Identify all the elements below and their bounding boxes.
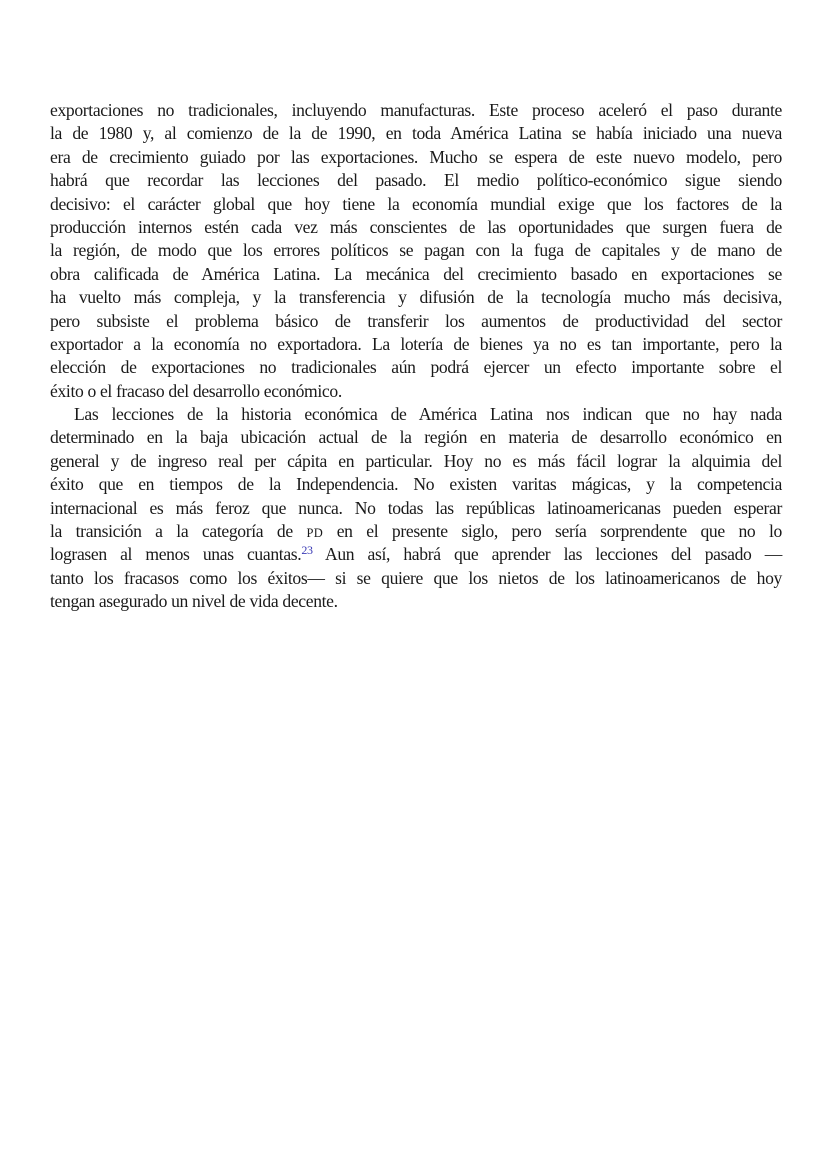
text-line: habrá que recordar las lecciones del pasado. El medio político-económico sigue siendo — [50, 170, 782, 191]
text-line: ha vuelto más compleja, y la transferencia y difusión de la tecnología mucho más decisiva, — [50, 287, 782, 308]
text-line — [50, 520, 782, 543]
text-line: era de crecimiento guiado por las exportaciones. Mucho se espera de este nuevo modelo, pero — [50, 146, 782, 167]
text-line: determinado en la baja ubicación actual de la región en materia de desarrollo económico en — [50, 427, 782, 448]
footnote-link[interactable]: 23 — [301, 543, 313, 558]
text-line: la de 1980 y, al comienzo de la de 1990, en toda América Latina se había iniciado una nueva — [50, 123, 782, 144]
text-line: tanto los fracasos como los éxitos— si se quiere que los nietos de los latinoamericanos de hoy — [50, 567, 782, 588]
text-segment: la transición a la categoría de — [50, 521, 293, 542]
text-line: éxito o el fracaso del desarrollo económico. — [50, 380, 342, 401]
text-line: internacional es más feroz que nunca. No todas las repúblicas latinoamericanas pueden esperar — [50, 497, 782, 518]
text-line: tengan asegurado un nivel de vida decente. — [50, 591, 338, 612]
text-line: exportaciones no tradicionales, incluyendo manufacturas. Este proceso aceleró el paso durante — [50, 100, 782, 120]
text-segment: lograsen al menos unas cuantas. — [50, 544, 302, 565]
text-line: Las lecciones de la historia económica de América Latina nos indican que no hay nada — [74, 404, 782, 425]
text-line: la región, de modo que los errores políticos se pagan con la fuga de capitales y de mano de — [50, 240, 782, 261]
paragraph-2 — [50, 403, 782, 614]
text-line: pero subsiste el problema básico de transferir los aumentos de productividad del sector — [50, 310, 782, 331]
text-line: general y de ingreso real per cápita en particular. Hoy no es más fácil lograr la alquimia del — [50, 450, 782, 471]
document-page — [50, 99, 782, 614]
abbreviation-pd: PD — [306, 526, 324, 541]
text-line: obra calificada de América Latina. La mecánica del crecimiento basado en exportaciones se — [50, 263, 782, 284]
text-line: exportador a la economía no exportadora. La lotería de bienes ya no es tan importante, pero la — [50, 333, 782, 354]
paragraph-1 — [50, 99, 782, 403]
text-segment: Aun así, habrá que aprender las lecciones del pasado — — [312, 544, 782, 565]
text-line — [50, 543, 782, 566]
text-line: éxito que en tiempos de la Independencia. No existen varitas mágicas, y la competencia — [50, 474, 782, 495]
text-line: elección de exportaciones no tradicionales aún podrá ejercer un efecto importante sobre el — [50, 357, 782, 378]
text-line: decisivo: el carácter global que hoy tiene la economía mundial exige que los factores de la — [50, 193, 782, 214]
text-segment: en el presente siglo, pero sería sorprendente que no lo — [336, 521, 782, 542]
text-line: producción internos estén cada vez más conscientes de las oportunidades que surgen fuera de — [50, 216, 782, 237]
